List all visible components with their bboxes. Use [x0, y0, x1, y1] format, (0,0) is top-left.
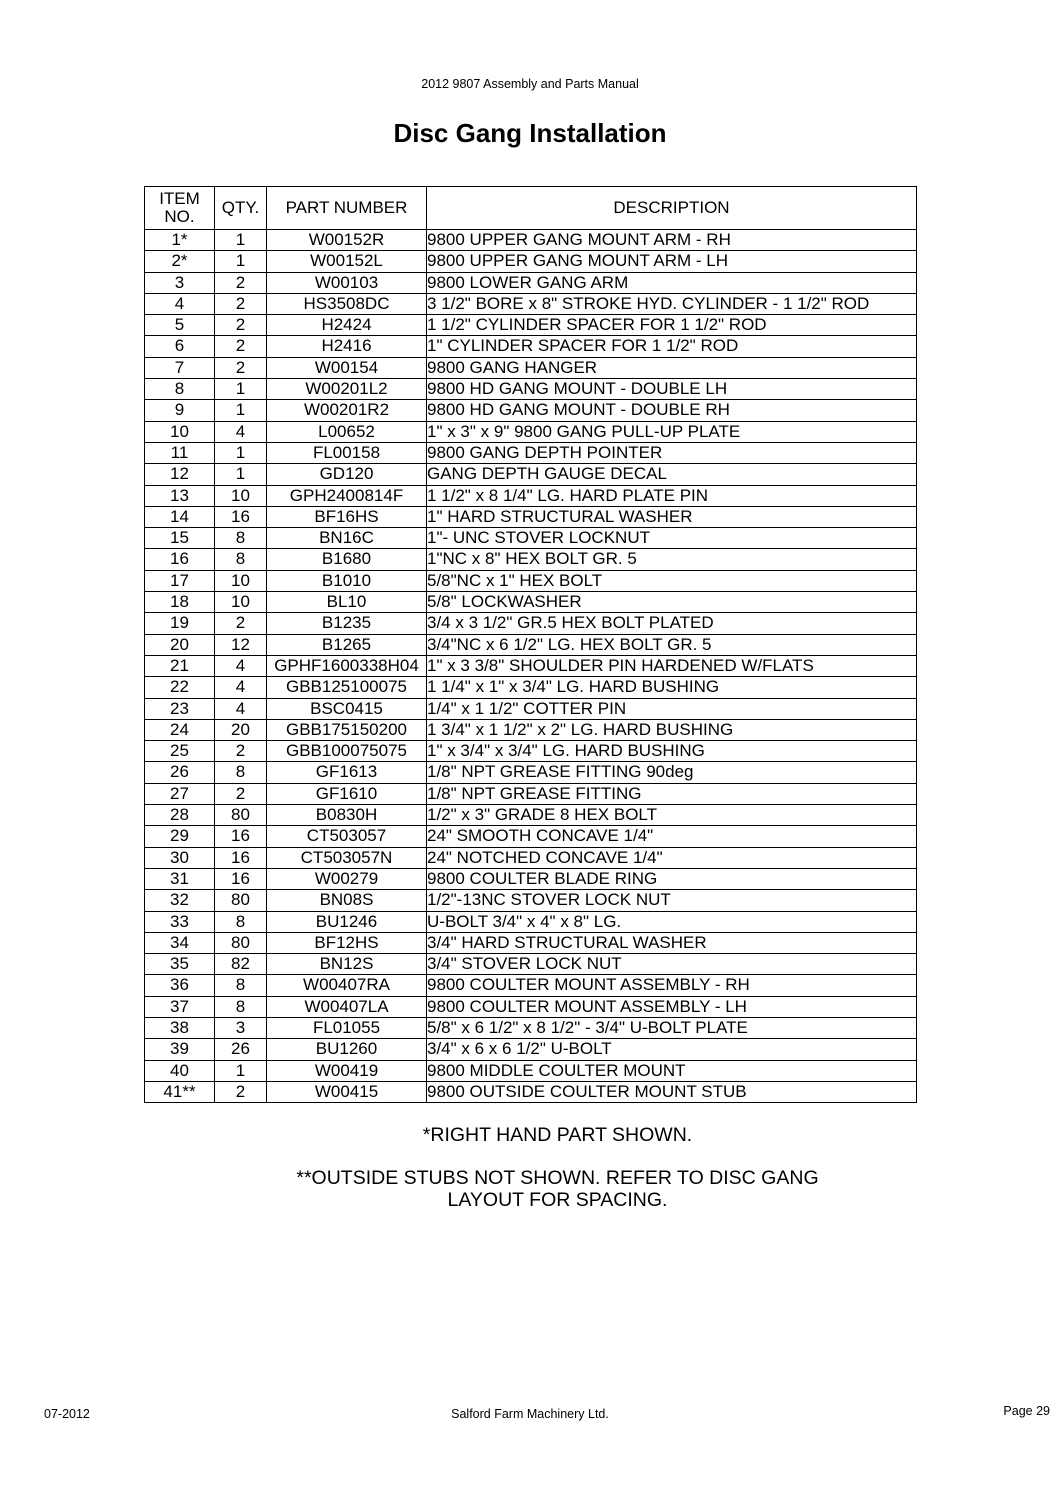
cell-description: 3/4"NC x 6 1/2" LG. HEX BOLT GR. 5 [427, 634, 917, 655]
cell-item-no: 30 [145, 847, 215, 868]
cell-description: 1" x 3 3/8" SHOULDER PIN HARDENED W/FLATS [427, 655, 917, 676]
table-row [145, 996, 917, 1017]
cell-part-number: BU1246 [267, 911, 427, 932]
cell-description: 9800 GANG DEPTH POINTER [427, 442, 917, 463]
table-row [145, 230, 917, 251]
table-row [145, 719, 917, 740]
cell-qty: 2 [215, 357, 267, 378]
cell-part-number: W00419 [267, 1060, 427, 1081]
cell-qty: 8 [215, 549, 267, 570]
cell-description: 24" SMOOTH CONCAVE 1/4" [427, 826, 917, 847]
cell-description: 1/2" x 3" GRADE 8 HEX BOLT [427, 805, 917, 826]
cell-qty: 1 [215, 251, 267, 272]
cell-description: 5/8"NC x 1" HEX BOLT [427, 570, 917, 591]
cell-qty: 20 [215, 719, 267, 740]
cell-qty: 16 [215, 847, 267, 868]
cell-item-no: 24 [145, 719, 215, 740]
footer-page-number: Page 29 [1003, 1404, 1050, 1418]
cell-part-number: CT503057 [267, 826, 427, 847]
cell-description: 1" CYLINDER SPACER FOR 1 1/2" ROD [427, 336, 917, 357]
manual-header: 2012 9807 Assembly and Parts Manual [421, 77, 639, 91]
table-row [145, 634, 917, 655]
cell-item-no: 35 [145, 954, 215, 975]
cell-description: 9800 OUTSIDE COULTER MOUNT STUB [427, 1081, 917, 1102]
cell-part-number: FL00158 [267, 442, 427, 463]
cell-part-number: BF12HS [267, 932, 427, 953]
cell-qty: 4 [215, 421, 267, 442]
cell-part-number: B1265 [267, 634, 427, 655]
table-row [145, 677, 917, 698]
cell-qty: 16 [215, 826, 267, 847]
cell-description: 1/8" NPT GREASE FITTING 90deg [427, 762, 917, 783]
table-row [145, 1039, 917, 1060]
cell-part-number: W00407RA [267, 975, 427, 996]
cell-description: 3/4" HARD STRUCTURAL WASHER [427, 932, 917, 953]
cell-qty: 1 [215, 442, 267, 463]
cell-qty: 1 [215, 400, 267, 421]
cell-qty: 8 [215, 911, 267, 932]
cell-qty: 1 [215, 1060, 267, 1081]
note-right-hand: *RIGHT HAND PART SHOWN. [422, 1124, 693, 1146]
cell-description: 9800 HD GANG MOUNT - DOUBLE RH [427, 400, 917, 421]
cell-item-no: 26 [145, 762, 215, 783]
cell-description: 9800 HD GANG MOUNT - DOUBLE LH [427, 379, 917, 400]
table-header-row [145, 187, 917, 230]
cell-item-no: 33 [145, 911, 215, 932]
cell-qty: 2 [215, 315, 267, 336]
cell-part-number: B1235 [267, 613, 427, 634]
note-outside-stubs-line2: LAYOUT FOR SPACING. [447, 1189, 668, 1211]
cell-description: 1"NC x 8" HEX BOLT GR. 5 [427, 549, 917, 570]
cell-description: 1" x 3/4" x 3/4" LG. HARD BUSHING [427, 741, 917, 762]
cell-description: 9800 MIDDLE COULTER MOUNT [427, 1060, 917, 1081]
cell-description: 1/2"-13NC STOVER LOCK NUT [427, 890, 917, 911]
cell-description: 9800 COULTER MOUNT ASSEMBLY - LH [427, 996, 917, 1017]
cell-part-number: H2424 [267, 315, 427, 336]
cell-part-number: BF16HS [267, 506, 427, 527]
table-row [145, 485, 917, 506]
cell-part-number: BL10 [267, 592, 427, 613]
cell-item-no: 8 [145, 379, 215, 400]
cell-item-no: 39 [145, 1039, 215, 1060]
cell-description: 1 3/4" x 1 1/2" x 2" LG. HARD BUSHING [427, 719, 917, 740]
footer-company: Salford Farm Machinery Ltd. [451, 1407, 609, 1421]
cell-qty: 16 [215, 506, 267, 527]
cell-item-no: 23 [145, 698, 215, 719]
cell-description: 1 1/4" x 1" x 3/4" LG. HARD BUSHING [427, 677, 917, 698]
table-row [145, 464, 917, 485]
cell-qty: 10 [215, 592, 267, 613]
column-header-part-number: PART NUMBER [267, 187, 427, 230]
cell-qty: 2 [215, 336, 267, 357]
table-row [145, 847, 917, 868]
cell-qty: 3 [215, 1017, 267, 1038]
cell-qty: 8 [215, 975, 267, 996]
cell-qty: 12 [215, 634, 267, 655]
cell-qty: 10 [215, 485, 267, 506]
column-header-item: ITEM NO. [145, 187, 215, 230]
cell-description: 3/4" STOVER LOCK NUT [427, 954, 917, 975]
note-outside-stubs-line1: **OUTSIDE STUBS NOT SHOWN. REFER TO DISC GANG [296, 1167, 819, 1189]
cell-part-number: H2416 [267, 336, 427, 357]
cell-part-number: GBB175150200 [267, 719, 427, 740]
cell-qty: 4 [215, 677, 267, 698]
cell-description: 1/4" x 1 1/2" COTTER PIN [427, 698, 917, 719]
cell-item-no: 32 [145, 890, 215, 911]
cell-qty: 4 [215, 655, 267, 676]
table-row [145, 805, 917, 826]
cell-item-no: 31 [145, 868, 215, 889]
cell-description: 1"- UNC STOVER LOCKNUT [427, 528, 917, 549]
table-row [145, 400, 917, 421]
cell-description: 9800 UPPER GANG MOUNT ARM - RH [427, 230, 917, 251]
cell-item-no: 38 [145, 1017, 215, 1038]
column-header-description: DESCRIPTION [427, 187, 917, 230]
cell-item-no: 21 [145, 655, 215, 676]
table-row [145, 975, 917, 996]
cell-item-no: 16 [145, 549, 215, 570]
table-row [145, 379, 917, 400]
cell-part-number: W00415 [267, 1081, 427, 1102]
cell-qty: 80 [215, 932, 267, 953]
table-row [145, 762, 917, 783]
cell-item-no: 22 [145, 677, 215, 698]
table-row [145, 592, 917, 613]
cell-part-number: W00152L [267, 251, 427, 272]
table-row [145, 655, 917, 676]
cell-part-number: W00407LA [267, 996, 427, 1017]
table-row [145, 1060, 917, 1081]
cell-part-number: W00201R2 [267, 400, 427, 421]
table-row [145, 698, 917, 719]
cell-qty: 2 [215, 1081, 267, 1102]
table-row [145, 506, 917, 527]
table-row [145, 911, 917, 932]
cell-qty: 1 [215, 230, 267, 251]
table-row [145, 421, 917, 442]
cell-item-no: 6 [145, 336, 215, 357]
cell-item-no: 9 [145, 400, 215, 421]
cell-part-number: BN12S [267, 954, 427, 975]
cell-part-number: BN16C [267, 528, 427, 549]
cell-description: 24" NOTCHED CONCAVE 1/4" [427, 847, 917, 868]
cell-qty: 1 [215, 464, 267, 485]
cell-qty: 10 [215, 570, 267, 591]
cell-description: 5/8" x 6 1/2" x 8 1/2" - 3/4" U-BOLT PLATE [427, 1017, 917, 1038]
cell-part-number: CT503057N [267, 847, 427, 868]
cell-part-number: BU1260 [267, 1039, 427, 1060]
cell-qty: 2 [215, 783, 267, 804]
cell-part-number: HS3508DC [267, 293, 427, 314]
cell-item-no: 14 [145, 506, 215, 527]
cell-part-number: GF1613 [267, 762, 427, 783]
cell-description: 1 1/2" x 8 1/4" LG. HARD PLATE PIN [427, 485, 917, 506]
cell-description: 1" x 3" x 9" 9800 GANG PULL-UP PLATE [427, 421, 917, 442]
table-row [145, 357, 917, 378]
cell-qty: 4 [215, 698, 267, 719]
table-row [145, 613, 917, 634]
table-row [145, 1081, 917, 1102]
cell-item-no: 37 [145, 996, 215, 1017]
table-row [145, 315, 917, 336]
cell-part-number: B1010 [267, 570, 427, 591]
table-row [145, 336, 917, 357]
cell-description: 9800 COULTER MOUNT ASSEMBLY - RH [427, 975, 917, 996]
cell-part-number: GD120 [267, 464, 427, 485]
table-row [145, 954, 917, 975]
cell-description: 3/4 x 3 1/2" GR.5 HEX BOLT PLATED [427, 613, 917, 634]
cell-qty: 8 [215, 762, 267, 783]
cell-item-no: 18 [145, 592, 215, 613]
cell-description: GANG DEPTH GAUGE DECAL [427, 464, 917, 485]
cell-item-no: 28 [145, 805, 215, 826]
cell-item-no: 27 [145, 783, 215, 804]
cell-qty: 2 [215, 293, 267, 314]
cell-item-no: 13 [145, 485, 215, 506]
cell-item-no: 2* [145, 251, 215, 272]
table-row [145, 932, 917, 953]
table-row [145, 890, 917, 911]
cell-qty: 1 [215, 379, 267, 400]
cell-part-number: W00201L2 [267, 379, 427, 400]
cell-item-no: 10 [145, 421, 215, 442]
cell-part-number: W00279 [267, 868, 427, 889]
cell-part-number: FL01055 [267, 1017, 427, 1038]
cell-part-number: GBB100075075 [267, 741, 427, 762]
cell-description: 9800 COULTER BLADE RING [427, 868, 917, 889]
table-row [145, 1017, 917, 1038]
cell-item-no: 4 [145, 293, 215, 314]
table-row [145, 528, 917, 549]
cell-item-no: 40 [145, 1060, 215, 1081]
cell-item-no: 12 [145, 464, 215, 485]
cell-qty: 2 [215, 741, 267, 762]
cell-qty: 80 [215, 890, 267, 911]
footer-date: 07-2012 [44, 1407, 90, 1421]
cell-part-number: W00103 [267, 272, 427, 293]
table-row [145, 272, 917, 293]
cell-qty: 82 [215, 954, 267, 975]
table-row [145, 549, 917, 570]
cell-part-number: BN08S [267, 890, 427, 911]
cell-item-no: 41** [145, 1081, 215, 1102]
cell-item-no: 20 [145, 634, 215, 655]
cell-item-no: 7 [145, 357, 215, 378]
cell-qty: 26 [215, 1039, 267, 1060]
cell-part-number: BSC0415 [267, 698, 427, 719]
cell-item-no: 3 [145, 272, 215, 293]
cell-description: 1 1/2" CYLINDER SPACER FOR 1 1/2" ROD [427, 315, 917, 336]
cell-qty: 2 [215, 613, 267, 634]
table-row [145, 570, 917, 591]
table-row [145, 293, 917, 314]
cell-part-number: W00154 [267, 357, 427, 378]
cell-qty: 2 [215, 272, 267, 293]
table-row [145, 251, 917, 272]
cell-description: 9800 GANG HANGER [427, 357, 917, 378]
cell-part-number: B1680 [267, 549, 427, 570]
cell-item-no: 29 [145, 826, 215, 847]
cell-qty: 80 [215, 805, 267, 826]
column-header-qty: QTY. [215, 187, 267, 230]
cell-qty: 8 [215, 996, 267, 1017]
cell-description: 9800 UPPER GANG MOUNT ARM - LH [427, 251, 917, 272]
cell-part-number: GPHF1600338H04 [267, 655, 427, 676]
cell-item-no: 17 [145, 570, 215, 591]
cell-item-no: 11 [145, 442, 215, 463]
cell-description: 3 1/2" BORE x 8" STROKE HYD. CYLINDER - 1 1/2" ROD [427, 293, 917, 314]
cell-part-number: L00652 [267, 421, 427, 442]
cell-part-number: GBB125100075 [267, 677, 427, 698]
parts-table [144, 186, 917, 1103]
table-row [145, 783, 917, 804]
cell-qty: 16 [215, 868, 267, 889]
table-row [145, 868, 917, 889]
cell-item-no: 36 [145, 975, 215, 996]
cell-description: U-BOLT 3/4" x 4" x 8" LG. [427, 911, 917, 932]
cell-description: 1/8" NPT GREASE FITTING [427, 783, 917, 804]
cell-item-no: 5 [145, 315, 215, 336]
table-row [145, 826, 917, 847]
parts-table-body [145, 230, 917, 1103]
cell-item-no: 19 [145, 613, 215, 634]
cell-item-no: 15 [145, 528, 215, 549]
table-row [145, 442, 917, 463]
cell-description: 5/8" LOCKWASHER [427, 592, 917, 613]
cell-item-no: 34 [145, 932, 215, 953]
cell-description: 1" HARD STRUCTURAL WASHER [427, 506, 917, 527]
cell-part-number: GF1610 [267, 783, 427, 804]
cell-description: 9800 LOWER GANG ARM [427, 272, 917, 293]
cell-part-number: GPH2400814F [267, 485, 427, 506]
cell-item-no: 1* [145, 230, 215, 251]
cell-item-no: 25 [145, 741, 215, 762]
cell-part-number: B0830H [267, 805, 427, 826]
page-title: Disc Gang Installation [393, 118, 667, 148]
table-row [145, 741, 917, 762]
cell-qty: 8 [215, 528, 267, 549]
cell-description: 3/4" x 6 x 6 1/2" U-BOLT [427, 1039, 917, 1060]
cell-part-number: W00152R [267, 230, 427, 251]
